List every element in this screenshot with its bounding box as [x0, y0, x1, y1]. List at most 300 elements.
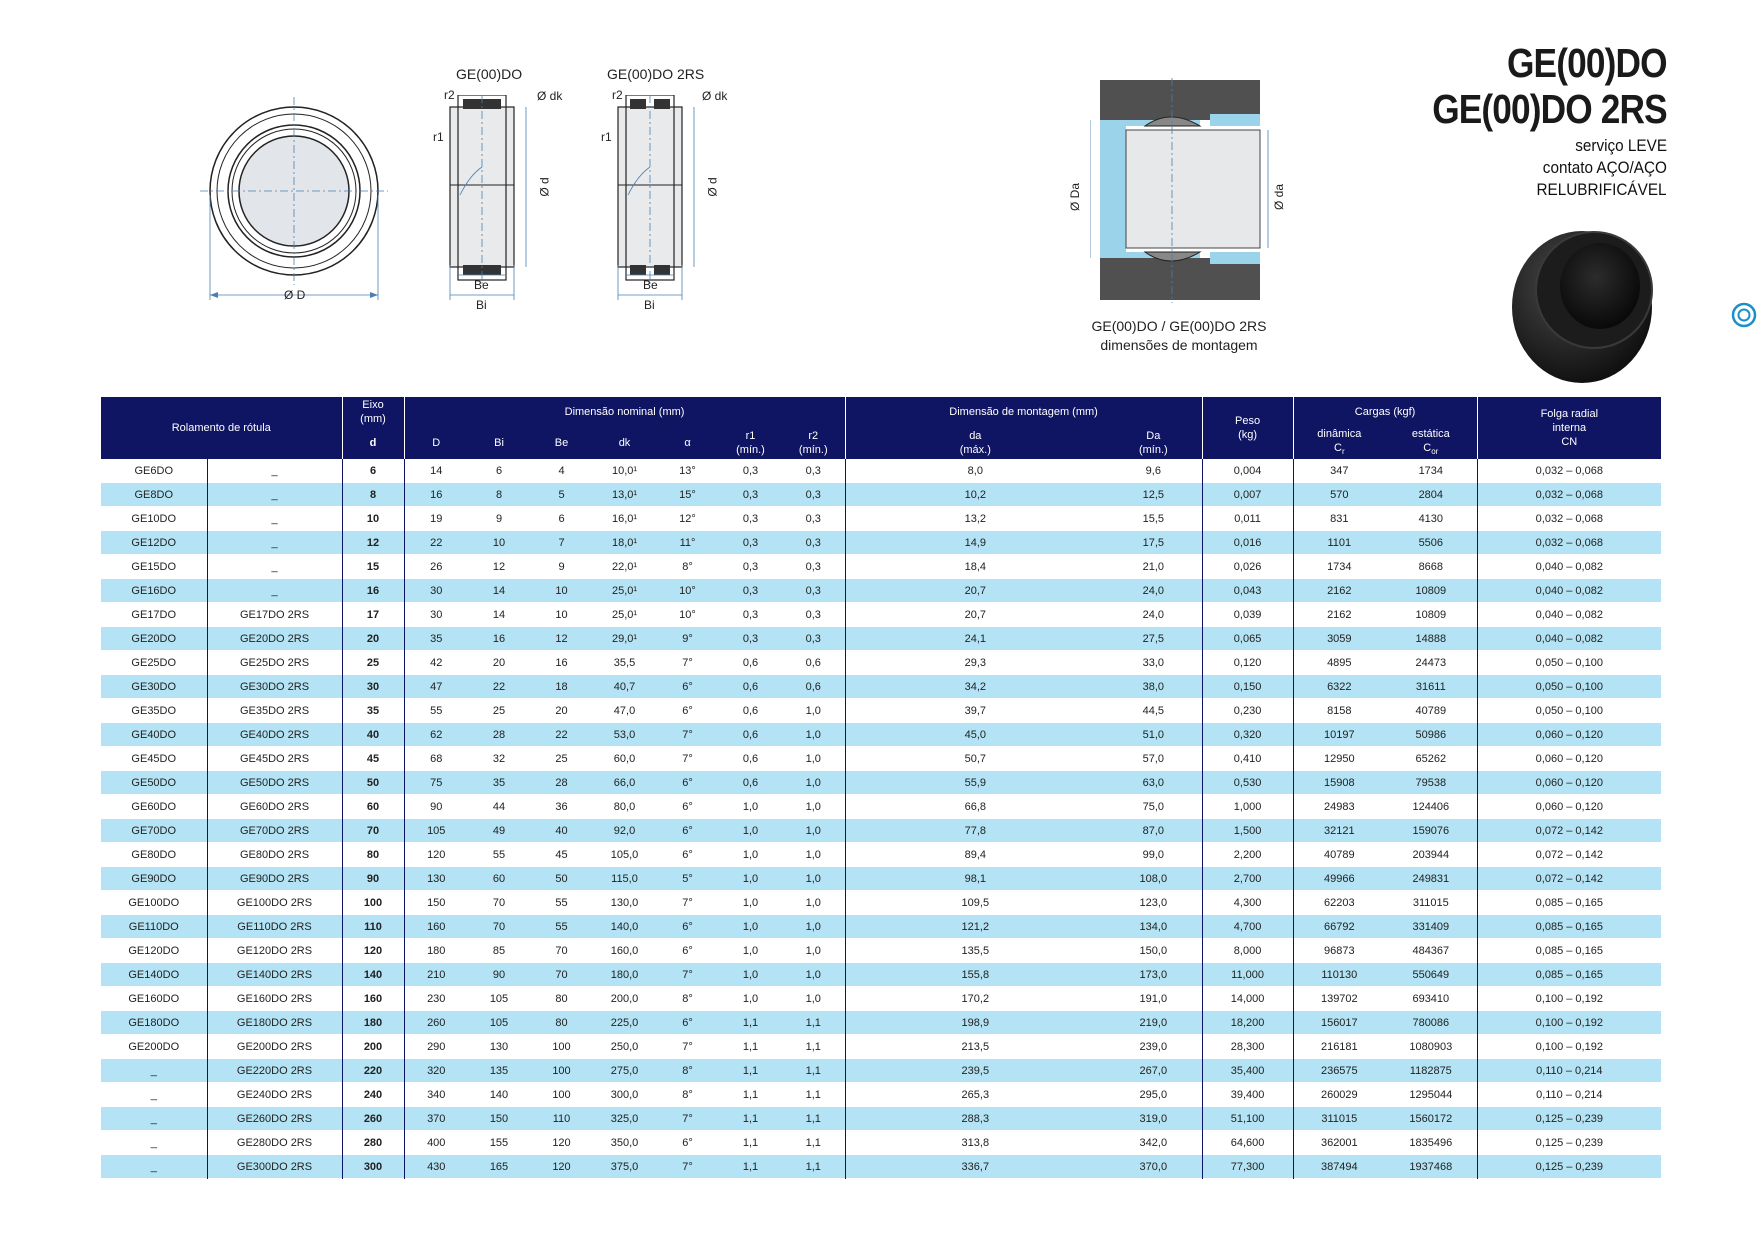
table-cell: 239,5 [845, 1059, 1105, 1083]
table-cell: 55 [530, 915, 593, 939]
table-cell: 135 [468, 1059, 530, 1083]
table-cell: 100 [342, 891, 404, 915]
table-cell: 0,085 – 0,165 [1477, 939, 1661, 963]
table-cell: 66792 [1293, 915, 1385, 939]
table-cell: 120 [530, 1155, 593, 1179]
page-title-2rs: GE(00)DO 2RS [1432, 86, 1667, 132]
table-cell: 4,300 [1202, 891, 1293, 915]
table-cell: 8° [656, 1083, 719, 1107]
table-cell: GE180DO [101, 1011, 207, 1035]
table-cell: 6 [530, 507, 593, 531]
table-cell: 0,016 [1202, 531, 1293, 555]
table-cell: GE100DO 2RS [207, 891, 342, 915]
table-cell: 0,125 – 0,239 [1477, 1131, 1661, 1155]
table-cell: 55 [530, 891, 593, 915]
table-cell: 1,0 [719, 867, 782, 891]
table-row [101, 651, 1661, 675]
table-cell: 1,0 [719, 795, 782, 819]
table-cell: 77,8 [845, 819, 1105, 843]
bearing-photo [1504, 212, 1664, 390]
subtitle-contact: contato AÇO/AÇO [1542, 158, 1667, 177]
table-row [101, 795, 1661, 819]
table-cell: 140 [342, 963, 404, 987]
table-cell: 22 [530, 723, 593, 747]
table-cell: 8° [656, 555, 719, 579]
table-cell: 0,125 – 0,239 [1477, 1155, 1661, 1179]
table-cell: 550649 [1385, 963, 1477, 987]
target-icon[interactable] [1731, 302, 1757, 328]
table-cell: 290 [404, 1035, 468, 1059]
table-row [101, 507, 1661, 531]
table-cell: 6° [656, 699, 719, 723]
table-cell: 5506 [1385, 531, 1477, 555]
table-cell: 130 [404, 867, 468, 891]
table-cell: 219,0 [1105, 1011, 1202, 1035]
table-cell: 336,7 [845, 1155, 1105, 1179]
table-cell: GE100DO [101, 891, 207, 915]
table-cell: 319,0 [1105, 1107, 1202, 1131]
table-cell: 87,0 [1105, 819, 1202, 843]
hdr-Be: Be [530, 427, 593, 459]
table-row [101, 1059, 1661, 1083]
hdr-mount: Dimensão de montagem (mm) [845, 397, 1202, 427]
table-cell: GE45DO 2RS [207, 747, 342, 771]
table-cell: 35,5 [593, 651, 656, 675]
table-cell: 10° [656, 579, 719, 603]
table-row [101, 531, 1661, 555]
table-cell: 300 [342, 1155, 404, 1179]
table-cell: 1,0 [782, 963, 845, 987]
table-cell: 55 [404, 699, 468, 723]
table-cell: GE140DO 2RS [207, 963, 342, 987]
table-row [101, 891, 1661, 915]
table-cell: 20,7 [845, 603, 1105, 627]
table-row [101, 459, 1661, 483]
table-cell: 570 [1293, 483, 1385, 507]
table-cell: 180 [342, 1011, 404, 1035]
table-cell: GE240DO 2RS [207, 1083, 342, 1107]
table-cell: 9,6 [1105, 459, 1202, 483]
table-cell: 240 [342, 1083, 404, 1107]
table-cell: 120 [404, 843, 468, 867]
table-cell: 0,072 – 0,142 [1477, 867, 1661, 891]
table-cell: GE40DO [101, 723, 207, 747]
table-cell: 10,0¹ [593, 459, 656, 483]
table-cell: 7° [656, 891, 719, 915]
table-cell: 36 [530, 795, 593, 819]
label-dk-2rs: Ø dk [702, 89, 728, 103]
table-cell: 216181 [1293, 1035, 1385, 1059]
table-cell: 2162 [1293, 603, 1385, 627]
table-cell: 15° [656, 483, 719, 507]
table-cell: 1,0 [719, 939, 782, 963]
table-cell: 275,0 [593, 1059, 656, 1083]
table-row [101, 483, 1661, 507]
table-cell: 62 [404, 723, 468, 747]
table-cell: 53,0 [593, 723, 656, 747]
table-cell: 24,1 [845, 627, 1105, 651]
table-cell: 22 [468, 675, 530, 699]
table-cell: 0,3 [782, 579, 845, 603]
table-cell: 325,0 [593, 1107, 656, 1131]
table-cell: 4895 [1293, 651, 1385, 675]
table-cell: GE17DO 2RS [207, 603, 342, 627]
table-cell: 288,3 [845, 1107, 1105, 1131]
table-row [101, 675, 1661, 699]
table-cell: 0,530 [1202, 771, 1293, 795]
table-cell: GE30DO 2RS [207, 675, 342, 699]
table-cell: 6° [656, 771, 719, 795]
table-cell: 0,072 – 0,142 [1477, 819, 1661, 843]
table-cell: 236575 [1293, 1059, 1385, 1083]
table-cell: 18,4 [845, 555, 1105, 579]
table-cell: GE20DO [101, 627, 207, 651]
table-cell: 40789 [1385, 699, 1477, 723]
table-cell: GE20DO 2RS [207, 627, 342, 651]
table-cell: 34,2 [845, 675, 1105, 699]
hdr-nominal: Dimensão nominal (mm) [404, 397, 845, 427]
table-cell: GE140DO [101, 963, 207, 987]
table-cell: 1,1 [782, 1059, 845, 1083]
table-cell: 75 [404, 771, 468, 795]
table-cell: 10° [656, 603, 719, 627]
table-cell: 30 [342, 675, 404, 699]
table-cell: 29,3 [845, 651, 1105, 675]
table-cell: GE80DO 2RS [207, 843, 342, 867]
table-cell: 1101 [1293, 531, 1385, 555]
table-cell: 50 [342, 771, 404, 795]
table-cell: 249831 [1385, 867, 1477, 891]
table-cell: 8 [342, 483, 404, 507]
table-cell: 8158 [1293, 699, 1385, 723]
table-cell: 1,0 [719, 819, 782, 843]
table-cell: _ [207, 579, 342, 603]
table-cell: 0,3 [782, 459, 845, 483]
hdr-alpha: α [656, 427, 719, 459]
hdr-peso: Peso (kg) [1202, 397, 1293, 459]
subtitle-service: serviço LEVE [1575, 136, 1667, 155]
table-cell: _ [101, 1107, 207, 1131]
table-cell: 130 [468, 1035, 530, 1059]
table-cell: 180,0 [593, 963, 656, 987]
table-cell: 90 [342, 867, 404, 891]
table-cell: 693410 [1385, 987, 1477, 1011]
table-cell: 0,004 [1202, 459, 1293, 483]
table-cell: 80 [530, 1011, 593, 1035]
table-cell: 8° [656, 1059, 719, 1083]
table-row [101, 939, 1661, 963]
table-cell: 1937468 [1385, 1155, 1477, 1179]
table-cell: 35 [468, 771, 530, 795]
table-cell: 1,0 [782, 699, 845, 723]
table-cell: 150 [468, 1107, 530, 1131]
table-cell: 191,0 [1105, 987, 1202, 1011]
table-cell: 26 [404, 555, 468, 579]
table-cell: 0,110 – 0,214 [1477, 1059, 1661, 1083]
table-cell: _ [207, 459, 342, 483]
table-cell: 22 [404, 531, 468, 555]
table-cell: 198,9 [845, 1011, 1105, 1035]
table-cell: 1,1 [782, 1131, 845, 1155]
table-cell: 0,085 – 0,165 [1477, 963, 1661, 987]
table-cell: 5° [656, 867, 719, 891]
table-cell: 20 [342, 627, 404, 651]
hdr-folga: Folga radial interna CN [1477, 397, 1661, 459]
table-cell: 1,0 [719, 891, 782, 915]
table-cell: 20 [530, 699, 593, 723]
table-cell: 50986 [1385, 723, 1477, 747]
label-be-2rs: Be [643, 278, 658, 292]
table-cell: GE200DO [101, 1035, 207, 1059]
table-cell: 31611 [1385, 675, 1477, 699]
table-cell: 10 [342, 507, 404, 531]
table-cell: 110 [530, 1107, 593, 1131]
table-cell: 1,1 [719, 1131, 782, 1155]
table-cell: 0,6 [719, 699, 782, 723]
table-cell: 47 [404, 675, 468, 699]
table-cell: 50,7 [845, 747, 1105, 771]
table-cell: 14 [468, 603, 530, 627]
table-cell: 362001 [1293, 1131, 1385, 1155]
table-cell: _ [207, 507, 342, 531]
table-row [101, 627, 1661, 651]
table-cell: 9 [468, 507, 530, 531]
table-cell: _ [101, 1083, 207, 1107]
table-cell: 375,0 [593, 1155, 656, 1179]
table-row [101, 963, 1661, 987]
table-cell: 8° [656, 987, 719, 1011]
table-cell: 134,0 [1105, 915, 1202, 939]
table-cell: 10197 [1293, 723, 1385, 747]
table-cell: 0,125 – 0,239 [1477, 1107, 1661, 1131]
table-cell: 51,0 [1105, 723, 1202, 747]
table-cell: 0,6 [719, 651, 782, 675]
table-cell: 16 [530, 651, 593, 675]
table-cell: 33,0 [1105, 651, 1202, 675]
table-cell: 250,0 [593, 1035, 656, 1059]
table-cell: 10 [530, 579, 593, 603]
table-cell: 98,1 [845, 867, 1105, 891]
table-cell: 0,100 – 0,192 [1477, 987, 1661, 1011]
table-cell: 165 [468, 1155, 530, 1179]
table-cell: 1,1 [782, 1083, 845, 1107]
table-cell: 0,050 – 0,100 [1477, 651, 1661, 675]
table-cell: 22,0¹ [593, 555, 656, 579]
hdr-estatica: estática $C_{or}$ [1385, 427, 1477, 459]
table-cell: 0,3 [719, 555, 782, 579]
table-cell: GE90DO 2RS [207, 867, 342, 891]
table-cell: 1,0 [782, 867, 845, 891]
table-cell: 15 [342, 555, 404, 579]
table-cell: 40,7 [593, 675, 656, 699]
table-cell: 230 [404, 987, 468, 1011]
table-cell: 17,5 [1105, 531, 1202, 555]
table-cell: 7° [656, 1155, 719, 1179]
table-cell: 0,320 [1202, 723, 1293, 747]
table-cell: 6° [656, 819, 719, 843]
table-cell: 55,9 [845, 771, 1105, 795]
label-be: Be [474, 278, 489, 292]
table-cell: 387494 [1293, 1155, 1385, 1179]
table-cell: GE8DO [101, 483, 207, 507]
table-cell: 40 [530, 819, 593, 843]
spec-table [101, 397, 1661, 1179]
table-cell: 0,039 [1202, 603, 1293, 627]
table-row [101, 747, 1661, 771]
table-cell: 12950 [1293, 747, 1385, 771]
hdr-da: da (máx.) [845, 427, 1105, 459]
table-cell: 1,500 [1202, 819, 1293, 843]
table-cell: 400 [404, 1131, 468, 1155]
table-cell: 6322 [1293, 675, 1385, 699]
table-cell: GE60DO [101, 795, 207, 819]
table-cell: 311015 [1293, 1107, 1385, 1131]
table-cell: 0,060 – 0,120 [1477, 771, 1661, 795]
table-cell: 1,0 [719, 987, 782, 1011]
table-cell: 0,3 [782, 555, 845, 579]
table-cell: 18 [530, 675, 593, 699]
table-cell: 75,0 [1105, 795, 1202, 819]
table-cell: 24,0 [1105, 603, 1202, 627]
hdr-r1: r1 (mín.) [719, 427, 782, 459]
table-cell: GE90DO [101, 867, 207, 891]
table-cell: 4 [530, 459, 593, 483]
table-cell: 66,8 [845, 795, 1105, 819]
table-row [101, 555, 1661, 579]
table-cell: 160 [342, 987, 404, 1011]
table-cell: 0,072 – 0,142 [1477, 843, 1661, 867]
table-cell: 135,5 [845, 939, 1105, 963]
table-cell: GE60DO 2RS [207, 795, 342, 819]
table-cell: 1,1 [782, 1107, 845, 1131]
section-title-do: GE(00)DO [456, 66, 523, 82]
label-dk: Ø dk [537, 89, 563, 103]
table-cell: 17 [342, 603, 404, 627]
subtitle-relube: RELUBRIFICÁVEL [1536, 180, 1667, 199]
table-cell: 28,300 [1202, 1035, 1293, 1059]
table-cell: 0,120 [1202, 651, 1293, 675]
table-cell: 14,9 [845, 531, 1105, 555]
table-cell: 20 [468, 651, 530, 675]
table-cell: GE25DO [101, 651, 207, 675]
table-cell: 0,032 – 0,068 [1477, 531, 1661, 555]
table-cell: 40 [342, 723, 404, 747]
table-cell: 2,200 [1202, 843, 1293, 867]
table-cell: GE40DO 2RS [207, 723, 342, 747]
table-cell: 340 [404, 1083, 468, 1107]
hdr-d: d [342, 427, 404, 459]
table-cell: 0,3 [719, 507, 782, 531]
table-cell: 96873 [1293, 939, 1385, 963]
table-cell: 89,4 [845, 843, 1105, 867]
table-cell: 35 [404, 627, 468, 651]
table-cell: 7° [656, 747, 719, 771]
table-cell: 25,0¹ [593, 579, 656, 603]
table-cell: 342,0 [1105, 1131, 1202, 1155]
table-cell: 150,0 [1105, 939, 1202, 963]
table-cell: 280 [342, 1131, 404, 1155]
table-cell: 80 [342, 843, 404, 867]
table-cell: 2162 [1293, 579, 1385, 603]
hdr-Bi: Bi [468, 427, 530, 459]
table-row [101, 771, 1661, 795]
label-da: Ø da [1272, 183, 1287, 211]
table-cell: 45,0 [845, 723, 1105, 747]
table-cell: 160 [404, 915, 468, 939]
table-row [101, 1131, 1661, 1155]
table-cell: 70 [530, 939, 593, 963]
table-cell: 29,0¹ [593, 627, 656, 651]
table-cell: 99,0 [1105, 843, 1202, 867]
table-cell: 55 [468, 843, 530, 867]
table-cell: 0,043 [1202, 579, 1293, 603]
table-row [101, 579, 1661, 603]
table-cell: 1,1 [782, 1035, 845, 1059]
table-cell: 60 [342, 795, 404, 819]
table-cell: 120 [530, 1131, 593, 1155]
table-cell: 0,410 [1202, 747, 1293, 771]
mount-caption-1: GE(00)DO / GE(00)DO 2RS [1091, 318, 1267, 334]
table-cell: 0,060 – 0,120 [1477, 795, 1661, 819]
table-cell: 0,100 – 0,192 [1477, 1011, 1661, 1035]
hdr-cargas: Cargas (kgf) [1293, 397, 1477, 427]
table-cell: 25 [468, 699, 530, 723]
table-cell: 267,0 [1105, 1059, 1202, 1083]
table-cell: 14888 [1385, 627, 1477, 651]
table-row [101, 1107, 1661, 1131]
table-cell: 0,100 – 0,192 [1477, 1035, 1661, 1059]
table-cell: 2,700 [1202, 867, 1293, 891]
table-row [101, 1035, 1661, 1059]
table-cell: 430 [404, 1155, 468, 1179]
table-cell: 0,6 [719, 747, 782, 771]
table-cell: 0,3 [782, 627, 845, 651]
table-cell: 0,3 [782, 531, 845, 555]
table-cell: 1,1 [719, 1083, 782, 1107]
table-cell: GE200DO 2RS [207, 1035, 342, 1059]
table-cell: 18,0¹ [593, 531, 656, 555]
table-cell: 9° [656, 627, 719, 651]
table-cell: 12 [342, 531, 404, 555]
table-cell: 0,065 [1202, 627, 1293, 651]
table-cell: 0,085 – 0,165 [1477, 915, 1661, 939]
table-cell: 0,6 [782, 675, 845, 699]
table-cell: 70 [530, 963, 593, 987]
hdr-eixo: Eixo (mm) [342, 397, 404, 427]
table-cell: 115,0 [593, 867, 656, 891]
table-cell: 14 [468, 579, 530, 603]
table-row [101, 1155, 1661, 1179]
label-r2-2rs: r2 [612, 88, 623, 102]
table-cell: 6 [342, 459, 404, 483]
table-cell: 49 [468, 819, 530, 843]
table-cell: 370 [404, 1107, 468, 1131]
table-cell: 155,8 [845, 963, 1105, 987]
table-cell: GE120DO [101, 939, 207, 963]
table-cell: GE160DO [101, 987, 207, 1011]
table-cell: 1,0 [782, 819, 845, 843]
table-cell: 0,040 – 0,082 [1477, 555, 1661, 579]
table-cell: 105 [468, 1011, 530, 1035]
table-cell: 6° [656, 843, 719, 867]
table-cell: 7° [656, 963, 719, 987]
table-cell: 200 [342, 1035, 404, 1059]
table-cell: 155 [468, 1131, 530, 1155]
table-cell: 51,100 [1202, 1107, 1293, 1131]
table-cell: 7° [656, 1107, 719, 1131]
table-cell: 44,5 [1105, 699, 1202, 723]
dim-label-D: Ø D [284, 288, 306, 302]
